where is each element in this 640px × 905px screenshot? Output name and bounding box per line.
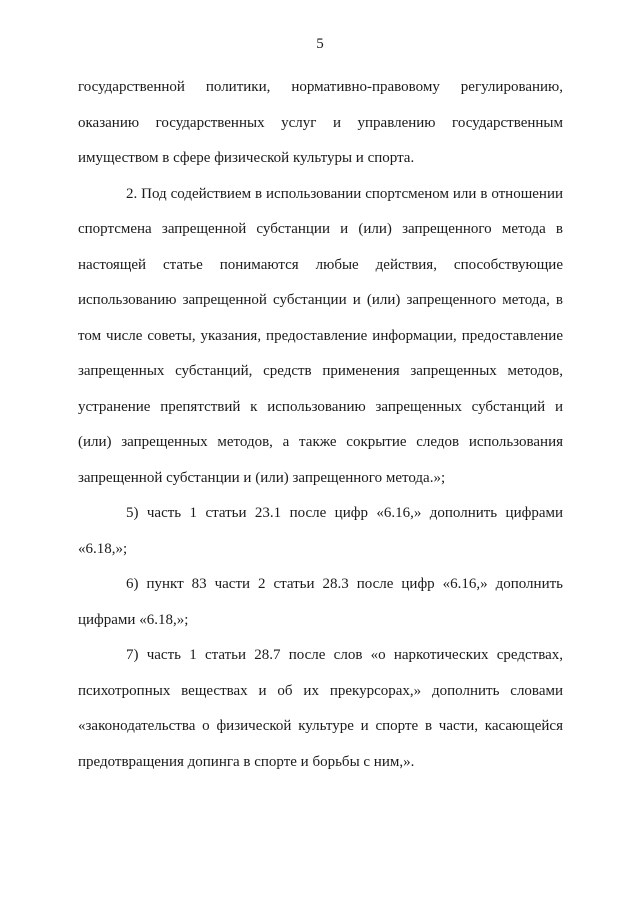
paragraph-continuation: государственной политики, нормативно-правовому регулированию, оказанию государственных услуг и управлению государственным имуществом в сфере физической культуры и спорта.: [78, 79, 563, 166]
paragraph-item-2: 2. Под содействием в использовании спортсменом или в отношении спортсмена запрещенной субстанции и (или) запрещенного метода в настоящей статье понимаются любые действия, способствующие использованию запрещенной субстанции и (или) запрещенного метода, в том числе советы, указания, предоставление информации, предоставление запрещенных субстанций, средств применения запрещенных методов, устранение препятствий к использованию запрещенных субстанций и (или) запрещенных методов, а также сокрытие следов использования запрещенной субстанции и (или) запрещенного метода.»;: [78, 185, 563, 486]
paragraph-item-5: 5) часть 1 статьи 23.1 после цифр «6.16,» дополнить цифрами «6.18,»;: [78, 505, 563, 557]
document-body: [78, 70, 563, 780]
paragraph-item-7: 7) часть 1 статьи 28.7 после слов «о наркотических средствах, психотропных веществах и об их прекурсорах,» дополнить словами «законодательства о физической культуре и спорте в части, касающейся предотвращения допинга в спорте и борьбы с ним,».: [78, 647, 563, 770]
paragraph-item-6: 6) пункт 83 части 2 статьи 28.3 после цифр «6.16,» дополнить цифрами «6.18,»;: [78, 576, 563, 628]
page-number: 5: [316, 36, 324, 52]
